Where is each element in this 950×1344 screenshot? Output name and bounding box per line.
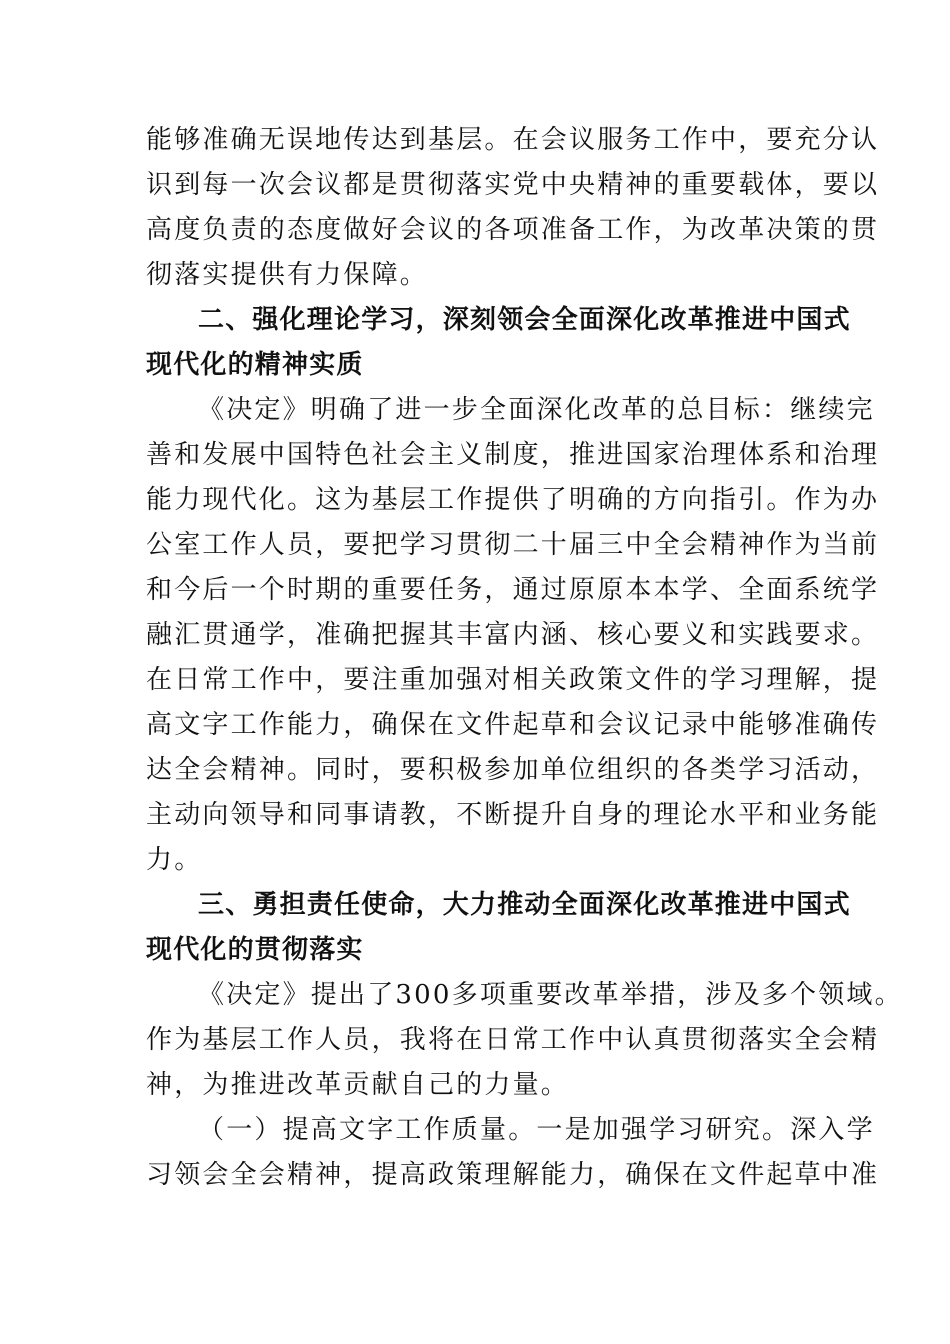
body-text-line: 彻落实提供有力保障。 <box>146 260 429 290</box>
body-text-line: 高度负责的态度做好会议的各项准备工作，为改革决策的贯 <box>146 215 880 245</box>
body-text-line: 《决定》提出了300多项重要改革举措，涉及多个领域。 <box>198 980 903 1010</box>
body-text-line: 神，为推进改革贡献自己的力量。 <box>146 1070 570 1100</box>
body-text-line: 能够准确无误地传达到基层。在会议服务工作中，要充分认 <box>146 125 880 155</box>
body-text-line: 在日常工作中，要注重加强对相关政策文件的学习理解，提 <box>146 665 880 695</box>
body-text-line: 识到每一次会议都是贯彻落实党中央精神的重要载体，要以 <box>146 170 880 200</box>
body-text-line: 能力现代化。这为基层工作提供了明确的方向指引。作为办 <box>146 485 880 515</box>
body-text-line: 公室工作人员，要把学习贯彻二十届三中全会精神作为当前 <box>146 530 880 560</box>
body-text-line: 作为基层工作人员，我将在日常工作中认真贯彻落实全会精 <box>146 1025 880 1055</box>
body-text-line: 和今后一个时期的重要任务，通过原原本本学、全面系统学 <box>146 575 880 605</box>
section-heading-3: 三、勇担责任使命，大力推动全面深化改革推进中国式 <box>198 890 851 920</box>
subsection-line: （一）提高文字工作质量。一是加强学习研究。深入学 <box>198 1115 875 1145</box>
body-text-line: 主动向领导和同事请教，不断提升自身的理论水平和业务能 <box>146 800 880 830</box>
body-text-line: 习领会全会精神，提高政策理解能力，确保在文件起草中准 <box>146 1160 880 1190</box>
body-text-line: 善和发展中国特色社会主义制度，推进国家治理体系和治理 <box>146 440 880 470</box>
body-text-line: 力。 <box>146 845 203 875</box>
section-heading-3-cont: 现代化的贯彻落实 <box>146 935 364 965</box>
body-text-line: 达全会精神。同时，要积极参加单位组织的各类学习活动， <box>146 755 880 785</box>
section-heading-2: 二、强化理论学习，深刻领会全面深化改革推进中国式 <box>198 305 851 335</box>
section-heading-2-cont: 现代化的精神实质 <box>146 350 364 380</box>
body-text-line: 《决定》明确了进一步全面深化改革的总目标：继续完 <box>198 395 875 425</box>
body-text-line: 融汇贯通学，准确把握其丰富内涵、核心要义和实践要求。 <box>146 620 880 650</box>
body-text-line: 高文字工作能力，确保在文件起草和会议记录中能够准确传 <box>146 710 880 740</box>
